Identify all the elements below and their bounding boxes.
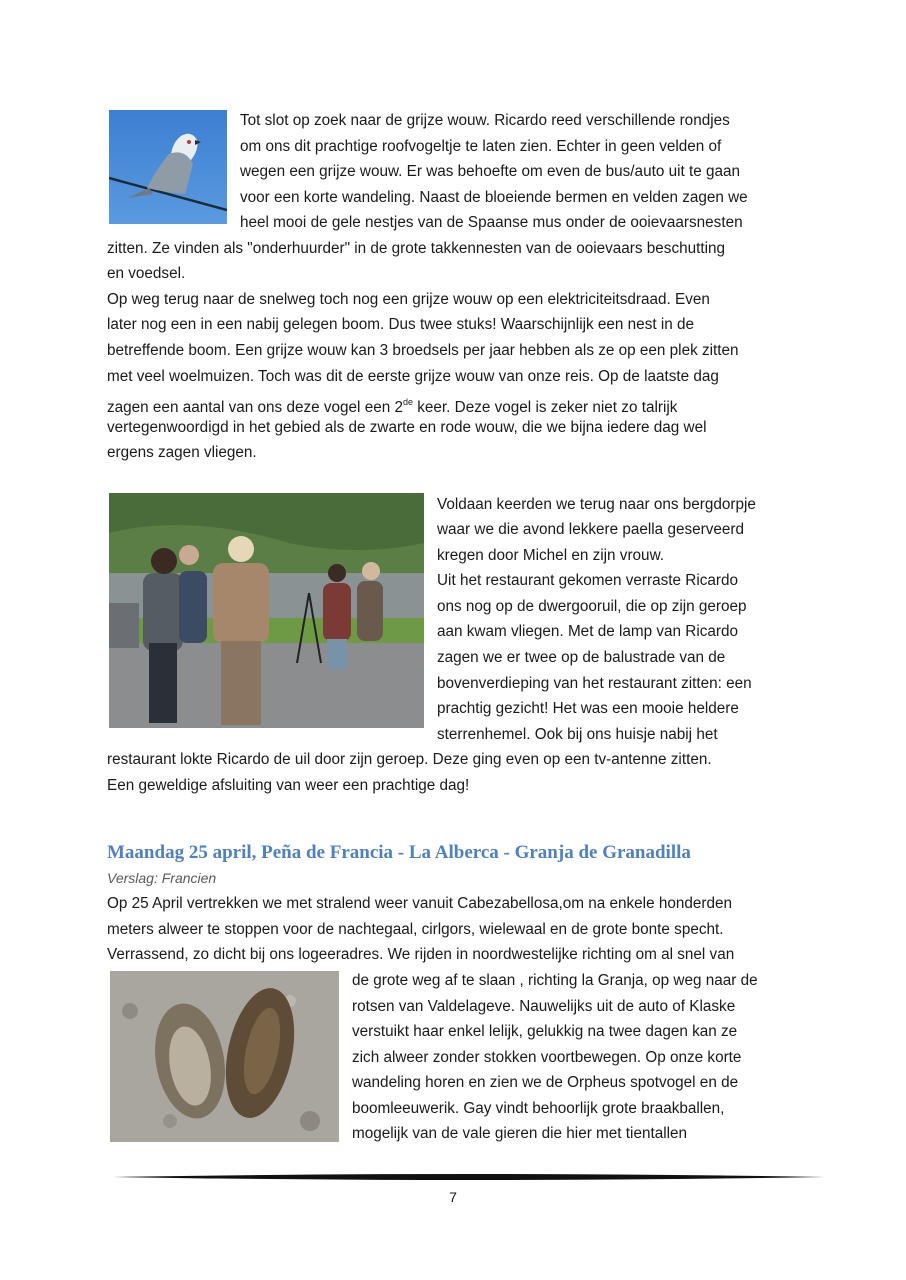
s3-line-1: Op 25 April vertrekken we met stralend weer vanuit Cabezabellosa,om na enkele honderden xyxy=(107,895,732,912)
s1-line-10: betreffende boom. Een grijze wouw kan 3 broedsels per jaar hebben als ze op een plek zitten xyxy=(107,342,739,359)
s3-line-6: verstuikt haar enkel lelijk, gelukkig na twee dagen kan ze xyxy=(352,1023,738,1040)
s1-line-12-start: zagen een aantal van ons deze vogel een 2 xyxy=(107,399,403,416)
s2-line-8: bovenverdieping van het restaurant zitten: een xyxy=(437,675,752,692)
section-heading: Maandag 25 april, Peña de Francia - La Alberca - Granja de Granadilla xyxy=(107,842,691,863)
s1-line-13: vertegenwoordigd in het gebied als de zwarte en rode wouw, die we bijna iedere dag wel xyxy=(107,419,707,436)
s2-line-5: ons nog op de dwergooruil, die op zijn geroep xyxy=(437,598,747,615)
photo-owl-pellets xyxy=(110,971,339,1142)
s3-line-4: de grote weg af te slaan , richting la Granja, op weg naar de xyxy=(352,972,758,989)
s3-line-3: Verrassend, zo dicht bij ons logeeradres. We rijden in noordwestelijke richting om al snel van xyxy=(107,946,735,963)
s1-line-9: later nog een in een nabij gelegen boom. Dus twee stuks! Waarschijnlijk een nest in de xyxy=(107,316,695,333)
s2-line-3: kregen door Michel en zijn vrouw. xyxy=(437,547,665,564)
footer-divider xyxy=(113,1172,825,1182)
s3-line-5: rotsen van Valdelageve. Nauwelijks uit de auto of Klaske xyxy=(352,998,736,1015)
photo-grey-kite xyxy=(109,110,227,224)
s1-line-5: heel mooi de gele nestjes van de Spaanse mus onder de ooievaarsnesten xyxy=(240,214,743,231)
s1-line-14: ergens zagen vliegen. xyxy=(107,444,257,461)
s3-line-7: zich alweer zonder stokken voortbewegen. Op onze korte xyxy=(352,1049,742,1066)
s1-line-6: zitten. Ze vinden als "onderhuurder" in de grote takkennesten van de ooievaars beschutting xyxy=(107,240,726,257)
s2-line-2: waar we die avond lekkere paella geserveerd xyxy=(437,521,744,538)
page-number: 7 xyxy=(449,1189,457,1205)
s3-line-9: boomleeuwerik. Gay vindt behoorlijk grote braakballen, xyxy=(352,1100,725,1117)
s1-line-11: met veel woelmuizen. Toch was dit de eerste grijze wouw van onze reis. Op de laatste dag xyxy=(107,368,719,385)
s1-line-1: Tot slot op zoek naar de grijze wouw. Ricardo reed verschillende rondjes xyxy=(240,112,730,129)
s3-line-8: wandeling horen en zien we de Orpheus spotvogel en de xyxy=(352,1074,739,1091)
photo-birdwatchers xyxy=(109,493,424,728)
s2-line-10: sterrenhemel. Ook bij ons huisje nabij het xyxy=(437,726,718,743)
s2-line-12: Een geweldige afsluiting van weer een prachtige dag! xyxy=(107,777,470,794)
s2-line-11: restaurant lokte Ricardo de uil door zijn geroep. Deze ging even op een tv-antenne zitten. xyxy=(107,751,712,768)
s1-line-3: wegen een grijze wouw. Er was behoefte om even de bus/auto uit te gaan xyxy=(240,163,741,180)
s1-line-12-end: keer. Deze vogel is zeker niet zo talrijk xyxy=(413,399,678,416)
s1-line-8: Op weg terug naar de snelweg toch nog een grijze wouw op een elektriciteitsdraad. Even xyxy=(107,291,710,308)
s2-line-6: aan kwam vliegen. Met de lamp van Ricardo xyxy=(437,623,738,640)
s3-line-10: mogelijk van de vale gieren die hier met tientallen xyxy=(352,1125,688,1142)
s3-line-2: meters alweer te stoppen voor de nachtegaal, cirlgors, wielewaal en de grote bonte specht. xyxy=(107,921,724,938)
report-byline: Verslag: Francien xyxy=(107,870,217,886)
s2-line-9: prachtig gezicht! Het was een mooie heldere xyxy=(437,700,739,717)
s1-line-2: om ons dit prachtige roofvogeltje te laten zien. Echter in geen velden of xyxy=(240,138,722,155)
s2-line-1: Voldaan keerden we terug naar ons bergdorpje xyxy=(437,496,756,513)
s1-line-7: en voedsel. xyxy=(107,265,186,282)
s1-line-12 xyxy=(107,392,677,418)
ordinal-superscript: de xyxy=(402,397,413,407)
s2-line-7: zagen we er twee op de balustrade van de xyxy=(437,649,726,666)
s2-line-4: Uit het restaurant gekomen verraste Ricardo xyxy=(437,572,738,589)
s1-line-4: voor een korte wandeling. Naast de bloeiende bermen en velden zagen we xyxy=(240,189,748,206)
